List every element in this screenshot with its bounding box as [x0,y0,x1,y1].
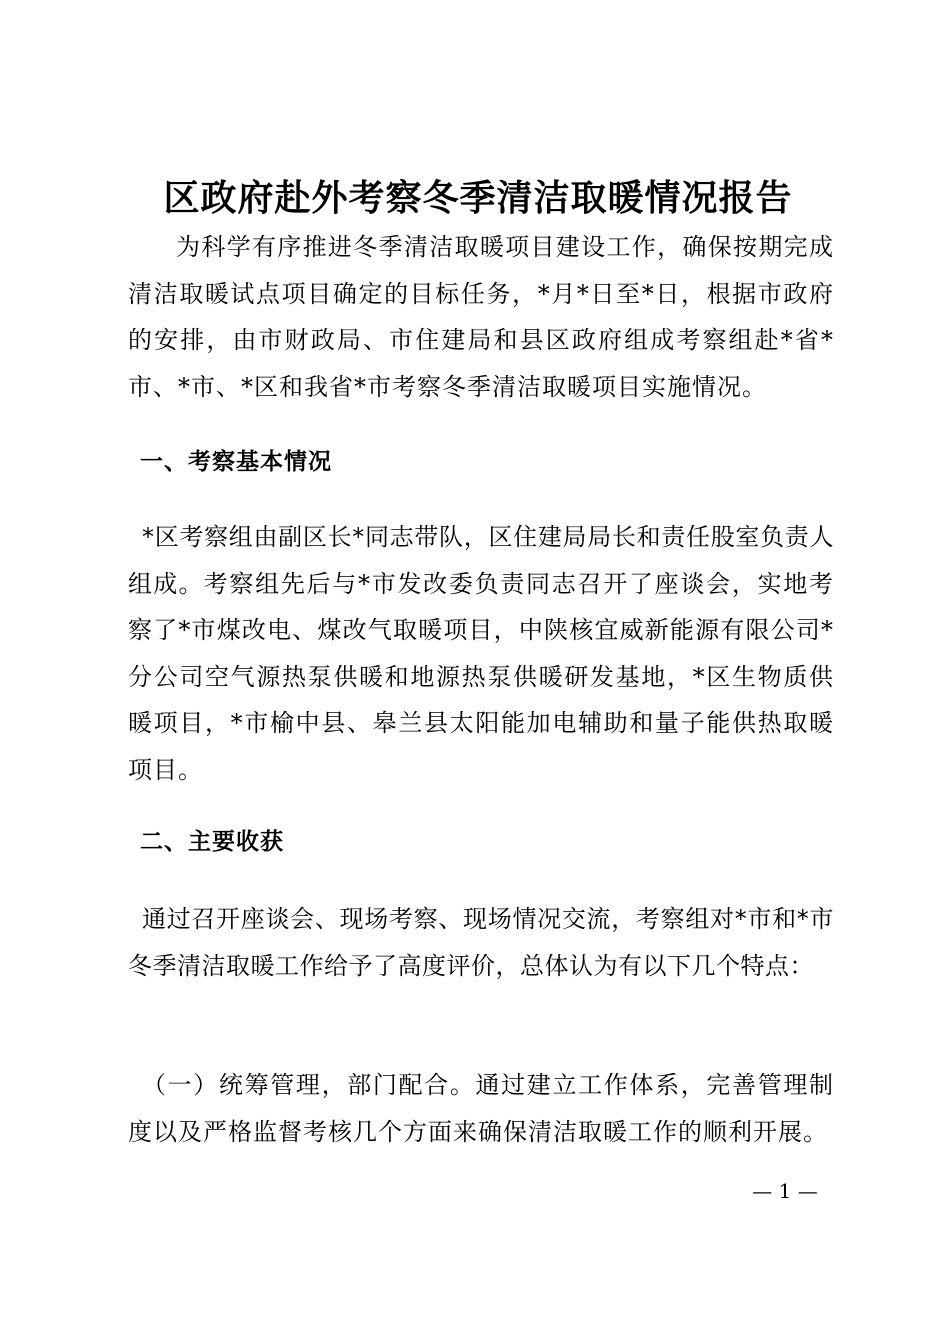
section-heading-1: 一、考察基本情况 [140,449,332,475]
document-title: 区政府赴外考察冬季清洁取暖情况报告 [163,177,793,219]
section1-paragraph-cont: 考察组先后与*市发改委负责同志召开了座谈会，实地考察了*市煤改电、煤改气取暖项目，中陕核宜威新能源有限公司*分公司空气源热泵供暖和地源热泵供暖研发基地，*区生物质供暖项目，*市榆中县、皋兰县太阳能加电辅助和量子能供热取暖项目。 [128,569,835,784]
intro-paragraph: 为科学有序推进冬季清洁取暖项目建设工作，确保按期完成清洁取暖试点项目确定的目标任务，*月*日至*日，根据市政府的安排，由市财政局、市住建局和县区政府组成考察组赴*省*市、*市、*区和我省*市考察冬季清洁取暖项目实施情况。 [128,233,834,401]
section-heading-2: 二、主要收获 [140,829,284,855]
section1-paragraph [128,514,834,793]
section2-item-1: （一）统筹管理，部门配合。通过建立工作体系，完善管理制度以及严格监督考核几个方面来确保清洁取暖工作的顺利开展。 [128,1071,834,1146]
section1-paragraph-lead: *区考察组由副区长*同志带队，区住建局局长和责任股室负责人组成。 [128,523,834,598]
page-number: — 1 — [752,1179,818,1203]
section2-paragraph: 通过召开座谈会、现场考察、现场情况交流，考察组对*市和*市冬季清洁取暖工作给予了高度评价，总体认为有以下几个特点： [128,905,834,980]
